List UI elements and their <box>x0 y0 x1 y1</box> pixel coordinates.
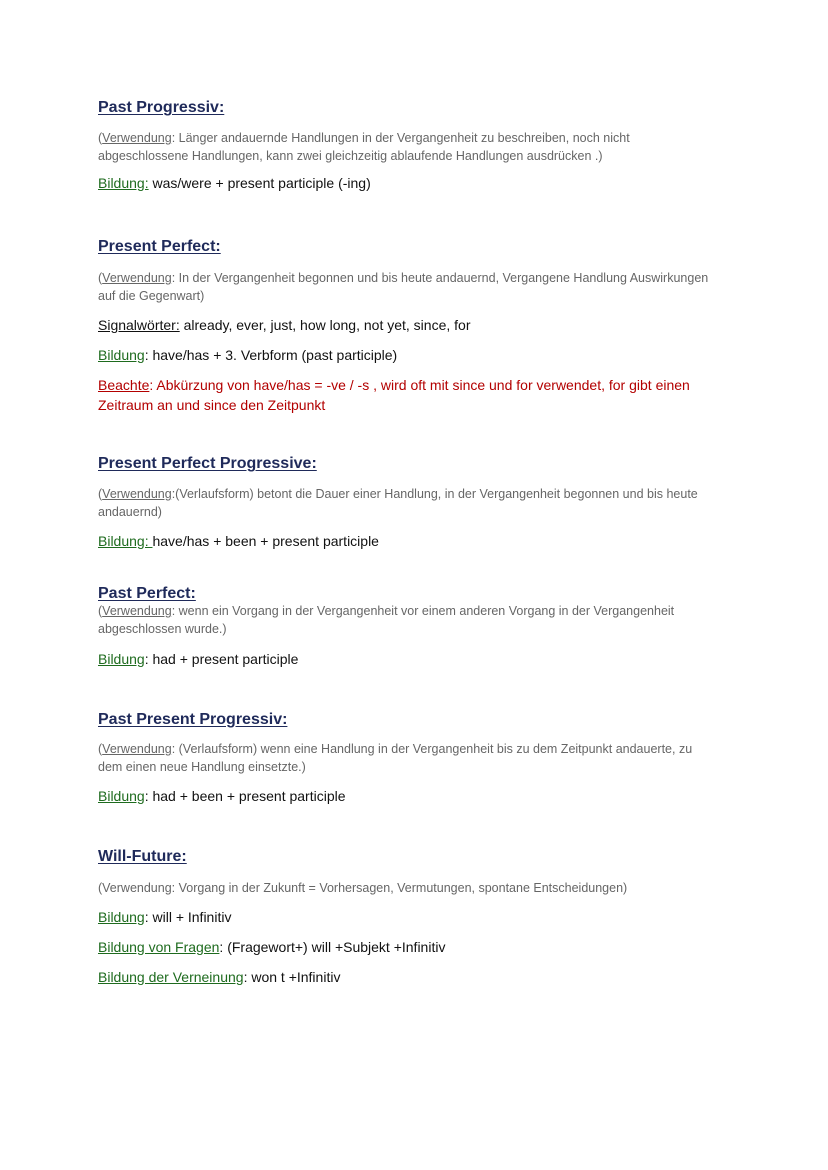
section-past-perfect <box>98 584 718 669</box>
form-line <box>98 345 718 365</box>
questions-label: Bildung von Fragen <box>98 939 220 955</box>
usage-body: : In der Vergangenheit begonnen und bis heute andauernd, Vergangene Handlung Auswirkungen auf die Gegenwart) <box>98 271 709 303</box>
usage-text: (Verwendung: Vorgang in der Zukunft = Vorhersagen, Vermutungen, spontane Entscheidungen) <box>98 881 628 895</box>
form-line <box>98 649 718 669</box>
questions-line <box>98 937 718 957</box>
form-line <box>98 531 718 551</box>
form-label: Bildung: <box>98 533 153 549</box>
form-label: Bildung <box>98 909 145 925</box>
signal-text: already, ever, just, how long, not yet, since, for <box>179 317 471 333</box>
usage-label: Verwendung <box>102 742 172 756</box>
signal-label: Signalwörter: <box>98 317 180 333</box>
section-past-present-progressiv <box>98 710 718 806</box>
section-present-perfect-progressive <box>98 454 718 551</box>
section-title: Past Present Progressiv: <box>98 711 288 728</box>
note-line <box>98 375 718 415</box>
form-text: : had + present participle <box>144 651 299 667</box>
form-label: Bildung: <box>98 175 149 191</box>
usage-body: : (Verlaufsform) wenn eine Handlung in der Vergangenheit bis zu dem Zeitpunkt andauerte, zu dem einen neue Handlung einsetzte.) <box>98 742 693 774</box>
usage-text: (Verwendung: In der Vergangenheit begonnen und bis heute andauernd, Vergangene Handlung Auswirkungen auf die Gegenwart) <box>98 271 709 303</box>
form-label: Bildung <box>98 347 145 363</box>
form-text: was/were + present participle (-ing) <box>148 175 371 191</box>
usage-body: : Länger andauernde Handlungen in der Vergangenheit zu beschreiben, noch nicht abgeschlossene Handlungen, kann zwei gleichzeitig ablaufende Handlungen ausdrücken .) <box>98 131 630 163</box>
usage-text: (Verwendung:(Verlaufsform) betont die Dauer einer Handlung, in der Vergangenheit begonnen und bis heute andauernd) <box>98 487 698 519</box>
section-will-future <box>98 847 718 987</box>
form-text: have/has + been + present participle <box>152 533 379 549</box>
usage-text: (Verwendung: (Verlaufsform) wenn eine Handlung in der Vergangenheit bis zu dem Zeitpunkt andauerte, zu dem einen neue Handlung einsetzte.) <box>98 742 693 774</box>
section-title: Present Perfect Progressive: <box>98 455 317 472</box>
negation-text: : won t +Infinitiv <box>243 969 341 985</box>
form-text: : had + been + present participle <box>144 788 346 804</box>
form-label: Bildung <box>98 788 145 804</box>
form-line <box>98 786 718 806</box>
usage-label: Verwendung <box>102 131 172 145</box>
section-title: Present Perfect: <box>98 238 221 255</box>
signal-line <box>98 315 718 335</box>
note-label: Beachte <box>98 377 150 393</box>
section-past-progressiv <box>98 98 718 193</box>
form-text: : will + Infinitiv <box>144 909 232 925</box>
form-text: : have/has + 3. Verbform (past participle) <box>144 347 398 363</box>
section-present-perfect <box>98 237 718 415</box>
usage-text: (Verwendung: wenn ein Vorgang in der Vergangenheit vor einem anderen Vorgang in der Vergangenheit abgeschlossen wurde.) <box>98 604 675 636</box>
section-title: Will-Future: <box>98 848 187 865</box>
usage-text: (Verwendung: Länger andauernde Handlungen in der Vergangenheit zu beschreiben, noch nicht abgeschlossene Handlungen, kann zwei gleichzeitig ablaufende Handlungen ausdrücken .) <box>98 131 630 163</box>
section-title: Past Progressiv: <box>98 99 225 116</box>
questions-text: : (Fragewort+) will +Subjekt +Infinitiv <box>219 939 446 955</box>
negation-line <box>98 967 718 987</box>
note-text: : Abkürzung von have/has = -ve / -s , wird oft mit since und for verwendet, for gibt einen Zeitraum an und since den Zeitpunkt <box>98 377 690 413</box>
negation-label: Bildung der Verneinung <box>98 969 244 985</box>
form-line <box>98 907 718 927</box>
usage-label: Verwendung <box>102 487 172 501</box>
usage-body: : wenn ein Vorgang in der Vergangenheit vor einem anderen Vorgang in der Vergangenheit abgeschlossen wurde.) <box>98 604 675 636</box>
usage-label: Verwendung <box>102 604 172 618</box>
usage-body: :(Verlaufsform) betont die Dauer einer Handlung, in der Vergangenheit begonnen und bis heute andauernd) <box>98 487 698 519</box>
section-title: Past Perfect: <box>98 585 196 602</box>
form-line <box>98 173 718 193</box>
usage-label: Verwendung <box>102 271 172 285</box>
form-label: Bildung <box>98 651 145 667</box>
